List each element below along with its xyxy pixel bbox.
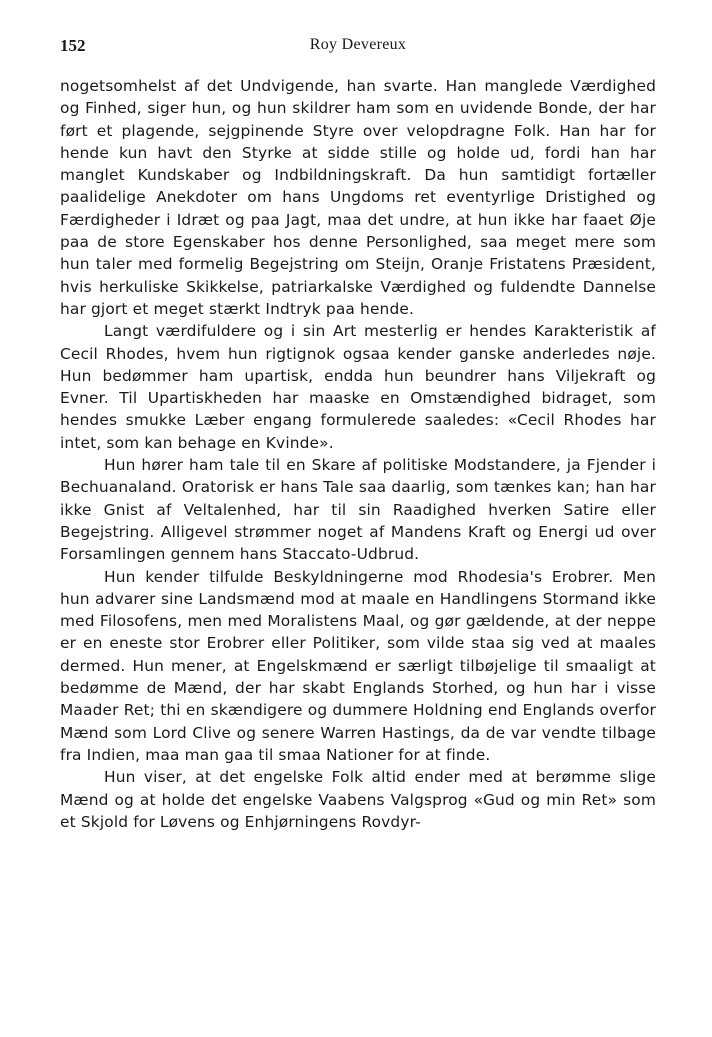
paragraph: Hun viser, at det engelske Folk altid ender med at berømme slige Mænd og at holde det engelske Vaabens Valgsprog «Gud og min Ret» som et Skjold for Løvens og Enhjørningens Rovdyr- — [60, 768, 656, 831]
paragraph: Langt værdifuldere og i sin Art mesterlig er hendes Karakteristik af Cecil Rhodes, hvem hun rigtignok ogsaa kender ganske anderledes nøje. Hun bedømmer ham upartisk, endda hun beundrer hans Viljekraft og Evner. Til Upartiskheden har maaske en Omstændighed bidraget, som hendes smukke Læber engang formulerede saaledes: «Cecil Rhodes har intet, som kan behage en Kvinde». — [60, 322, 656, 452]
page-header — [60, 36, 656, 60]
paragraph: Hun hører ham tale til en Skare af politiske Modstandere, ja Fjender i Bechuanaland. Oratorisk er hans Tale saa daarlig, som tænkes kan; han har ikke Gnist af Veltalenhed, har til sin Raadighed hverken Satire eller Begejstring. Alligevel strømmer noget af Mandens Kraft og Energi ud over Forsamlingen gennem hans Staccato-Udbrud. — [60, 456, 656, 564]
running-head: Roy Devereux — [309, 36, 407, 53]
paragraph: nogetsomhelst af det Undvigende, han svarte. Han manglede Værdighed og Finhed, siger hun, og hun skildrer ham som en uvidende Bonde, der har ført et plagende, sejgpinende Styre over velopdragne Folk. Han har for hende kun havt den Styrke at sidde stille og holde ud, fordi han har manglet Kundskaber og Indbildningskraft. Da hun samtidigt fortæller paalidelige Anekdoter om hans Ungdoms ret eventyrlige Dristighed og Færdigheder i Idræt og paa Jagt, maa det undre, at hun ikke har faaet Øje paa de store Egenskaber hos denne Personlighed, saa meget mere som hun taler med formelig Begejstring om Steijn, Oranje Fristatens Præsident, hvis herkuliske Skikkelse, patriarkalske Værdighed og fuldendte Dannelse har gjort et meget stærkt Indtryk paa hende. — [60, 77, 656, 318]
body-text — [60, 75, 656, 833]
page-number: 152 — [60, 36, 86, 55]
paragraph: Hun kender tilfulde Beskyldningerne mod Rhodesia's Erobrer. Men hun advarer sine Landsmænd mod at maale en Handlingens Stormand ikke med Filosofens, men med Moralistens Maal, og gør gældende, at der neppe er en eneste stor Erobrer eller Politiker, som vilde staa sig ved at maales dermed. Hun mener, at Engelskmænd er særligt tilbøjelige til smaaligt at bedømme de Mænd, der har skabt Englands Storhed, og hun har i visse Maader Ret; thi en skændigere og dummere Holdning end Englands overfor Mænd som Lord Clive og senere Warren Hastings, da de var vendte tilbage fra Indien, maa man gaa til smaa Nationer for at finde. — [60, 567, 656, 764]
